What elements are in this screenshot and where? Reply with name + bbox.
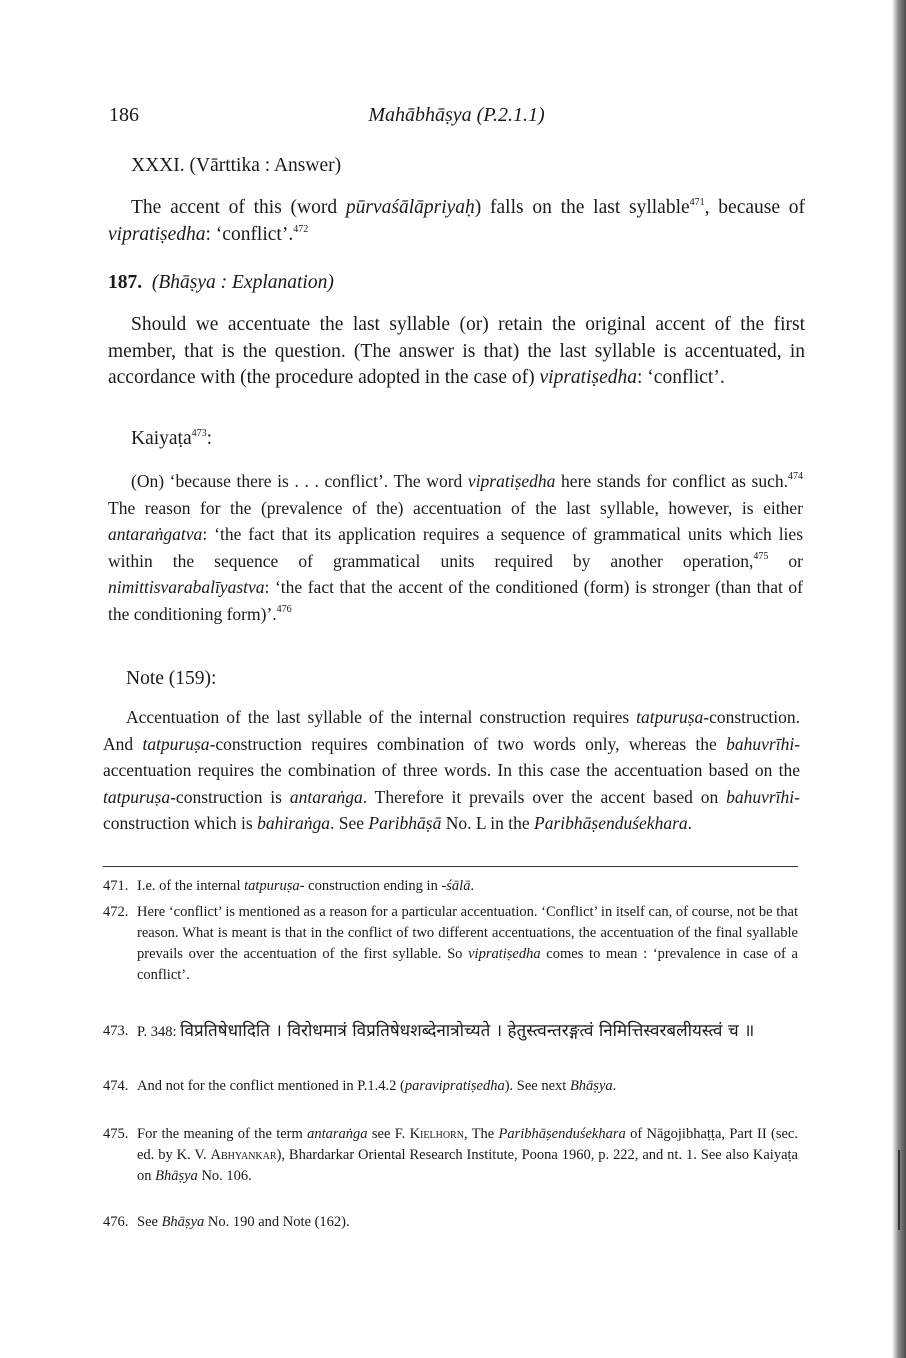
- kaiyata-paragraph: (On) ‘because there is . . . conflict’. The word vipratiṣedha here stands for conflict as such.$^{474}$ The reason for the (prevalence of the) accentuation of the last syllable, however, is either antaraṅgatva: ‘the fact that its application requires a sequence of grammatical units which lies within the sequence of grammatical units required by another operation,$^{475}$ or nimittisvarabalīyastva: ‘the fact that the accent of the conditioned (form) is stronger (than that of the conditioning form)’.$^{476}$: [108, 471, 804, 624]
- footnote-472: [103, 902, 798, 986]
- running-title: Mahābhāṣya (P.2.1.1): [368, 104, 545, 126]
- section-187-number: 187.: [108, 272, 143, 293]
- page-header: [109, 100, 804, 134]
- scan-edge-mark: [898, 1150, 900, 1230]
- footnote-number: 471.: [103, 878, 129, 894]
- footnote-number: 475.: [103, 1126, 129, 1142]
- footnote-number: 473.: [103, 1023, 129, 1039]
- footnote-text: For the meaning of the term antaraṅga see F. Kielhorn, The Paribhāṣenduśekhara of Nāgojibhaṭṭa, Part II (sec. ed. by K. V. Abhyankar), Bhardarkar Oriental Research Institute, Poona 1960, p. 222, and nt. 1. See also Kaiyaṭa on Bhāṣya No. 106.: [137, 1126, 798, 1184]
- footnote-471: [103, 876, 798, 897]
- page-number: 186: [109, 104, 139, 126]
- footnote-text: Here ‘conflict’ is mentioned as a reason for a particular accentuation. ‘Conflict’ in itself can, of course, not be that reason. What is meant is that in the conflict of two different accentuations, the accentuation of the final syallable prevails over the accentuation of the first syllable. So vipratiṣedha comes to mean : ‘prevalence in case of a conflict’.: [137, 904, 798, 983]
- section-187-heading: [108, 272, 334, 294]
- footnote-text: I.e. of the internal tatpuruṣa- construction ending in -śālā.: [137, 878, 475, 894]
- footnote-number: 474.: [103, 1078, 129, 1094]
- footnote-divider: [103, 866, 798, 867]
- section-xxxi-heading: XXXI. (Vārttika : Answer): [131, 155, 342, 176]
- note-159-paragraph: Accentuation of the last syllable of the internal construction requires tatpuruṣa-construction. And tatpuruṣa-construction requires combination of two words only, whereas the bahuvrīhi-accentuation requires the combination of three words. In this case the accentuation based on the tatpuruṣa-construction is antaraṅga. Therefore it prevails over the accent based on bahuvrīhi- construction which is bahiraṅga. See Paribhāṣā No. L in the Paribhāṣenduśekhara.: [103, 707, 801, 833]
- footnote-text: P. 348: विप्रतिषेधादिति । विरोधमात्रं विप्रतिषेधशब्देनात्रोच्यते । हेतुस्त्वन्तरङ्गत्वं निमित्तिस्वरबलीयस्त्वं च ॥: [137, 1021, 755, 1041]
- footnote-number: 476.: [103, 1214, 129, 1230]
- footnote-number: 472.: [103, 904, 129, 920]
- footnote-475: [103, 1124, 798, 1187]
- section-xxxi-paragraph: The accent of this (word pūrvaśālāpriyaḥ) falls on the last syllable$^{471}$, because of vipratiṣedha: ‘conflict’.$^{472}$: [108, 197, 806, 245]
- section-187-paragraph: Should we accentuate the last syllable (or) retain the original accent of the first member, that is the question. (The answer is that) the last syllable is accentuated, in accordance with (the procedure adopted in the case of) vipratiṣedha: ‘conflict’.: [108, 314, 805, 388]
- footnote-476: [103, 1212, 798, 1233]
- kaiyata-heading: Kaiyaṭa$^{473}$:: [131, 428, 213, 449]
- footnote-473: [103, 1016, 798, 1048]
- footnote-text: See Bhāṣya No. 190 and Note (162).: [137, 1214, 350, 1230]
- devanagari-quote: विप्रतिषेधादिति । विरोधमात्रं विप्रतिषेधशब्देनात्रोच्यते । हेतुस्त्वन्तरङ्गत्वं निमित्तिस्वरबलीयस्त्वं च ॥: [180, 1021, 755, 1041]
- note-159-heading: Note (159):: [126, 668, 217, 689]
- section-187-label: (Bhāṣya : Explanation): [151, 272, 334, 293]
- footnote-474: [103, 1076, 798, 1097]
- footnote-text: And not for the conflict mentioned in P.1.4.2 (paravipratiṣedha). See next Bhāṣya.: [137, 1078, 617, 1094]
